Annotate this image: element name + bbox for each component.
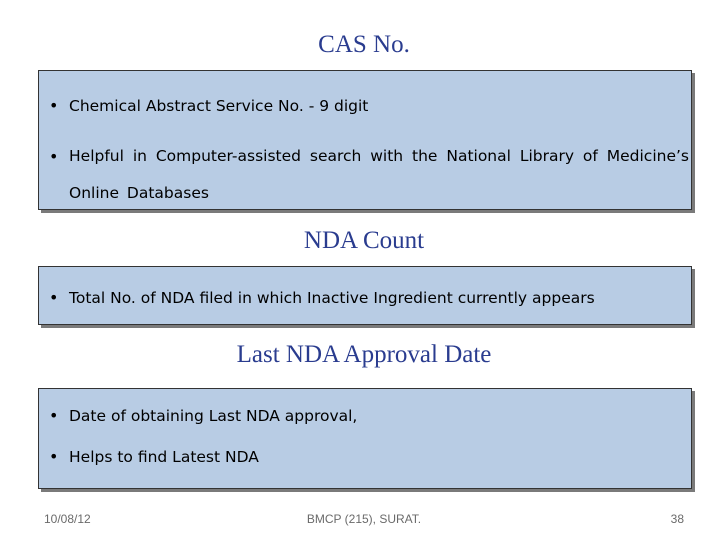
bullet-text: Helpful in Computer-assisted search with the National Library of Medicine’s Online Databases <box>69 147 689 202</box>
section-heading-last-nda-date: Last NDA Approval Date <box>236 341 492 368</box>
bullet-icon: • <box>49 447 59 466</box>
list-item <box>49 446 689 468</box>
bullet-icon: • <box>49 147 59 166</box>
content-box-nda-count <box>38 266 692 325</box>
bullet-text: Helps to find Latest NDA <box>69 448 259 466</box>
footer-date: 10/08/12 <box>44 512 91 526</box>
bullet-icon: • <box>49 406 59 425</box>
footer-center-text: BMCP (215), SURAT. <box>306 512 422 526</box>
bullet-text: Total No. of NDA filed in which Inactive Ingredient currently appears <box>69 289 595 307</box>
bullet-text: Date of obtaining Last NDA approval, <box>69 407 358 425</box>
list-item <box>49 287 689 309</box>
bullet-text: Chemical Abstract Service No. - 9 digit <box>69 97 369 115</box>
list-item <box>49 405 689 427</box>
list-item <box>49 95 689 117</box>
content-box-last-nda-date <box>38 388 692 489</box>
list-item <box>49 138 689 212</box>
footer-page-number: 38 <box>670 512 684 526</box>
bullet-icon: • <box>49 96 59 115</box>
bullet-icon: • <box>49 288 59 307</box>
section-heading-nda-count: NDA Count <box>303 227 425 254</box>
content-box-cas <box>38 70 692 210</box>
section-heading-cas: CAS No. <box>318 31 410 58</box>
